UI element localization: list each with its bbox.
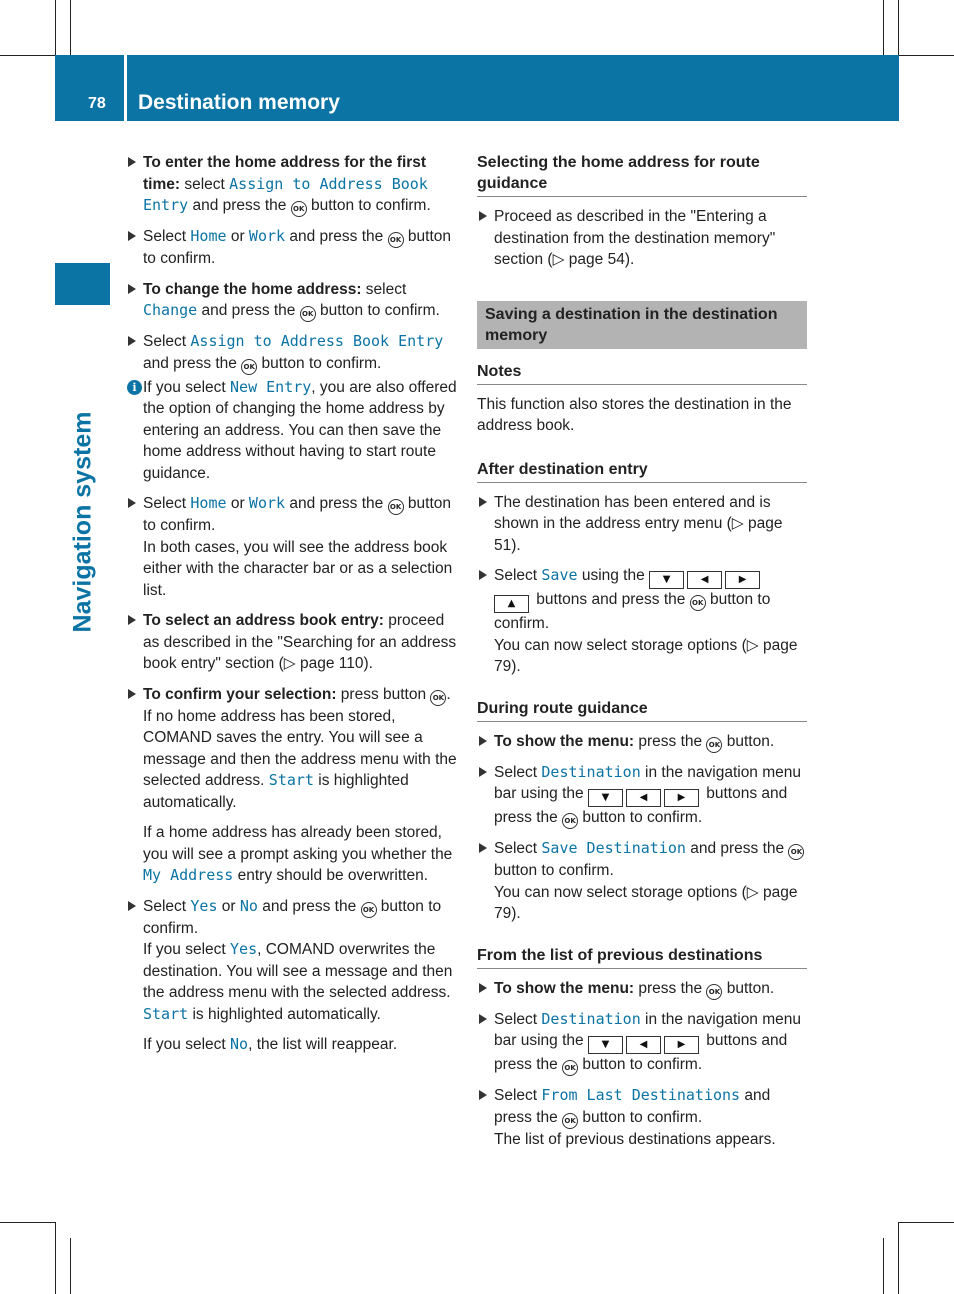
step-select-home-work-2 (126, 493, 458, 601)
text: and press the (143, 354, 242, 372)
text: and press the (494, 1087, 771, 1126)
section-heading-home-route: Selecting the home address for route guidance (477, 152, 807, 197)
menu-item-no: No (230, 1035, 249, 1053)
text: If a home address has already been stored, you will see a prompt asking you whether the (143, 824, 453, 863)
menu-item-my-address: My Address (143, 866, 234, 884)
right-arrow-key-icon: ▶ (664, 1036, 699, 1054)
step-heading: To show the menu: (494, 979, 635, 997)
section-heading-notes: Notes (477, 361, 807, 385)
text: buttons and press the (494, 1032, 788, 1073)
step-confirm-selection (126, 684, 458, 887)
down-arrow-key-icon: ▼ (588, 1036, 623, 1054)
left-arrow-key-icon: ◀ (626, 789, 661, 807)
ok-button-icon: OK (291, 201, 307, 217)
step-heading: To select an address book entry: (143, 612, 384, 629)
text: using the (577, 567, 650, 584)
notes-text: This function also stores the destination in the address book. (477, 395, 792, 434)
menu-item-save: Save (541, 566, 578, 584)
text: button to confirm. (315, 302, 440, 319)
crop-mark (898, 1222, 899, 1294)
text: press button (336, 685, 431, 703)
text: button to confirm. (578, 809, 703, 826)
down-arrow-key-icon: ▼ (649, 571, 684, 589)
right-column (477, 152, 807, 1159)
text: button to confirm. (257, 354, 382, 372)
side-tab-label: Navigation system (68, 411, 97, 633)
text: is highlighted automatically. (188, 1005, 381, 1023)
menu-item-assign-address-book: Assign to Address Book Entry (190, 332, 444, 350)
section-title-bar: Saving a destination in the destination memory (477, 301, 807, 349)
text: Select (494, 1010, 542, 1028)
text: Select (494, 840, 542, 857)
section-heading-during-route: During route guidance (477, 698, 807, 722)
menu-item-yes: Yes (230, 940, 258, 958)
menu-item-no: No (239, 896, 258, 915)
step-destination-entered: The destination has been entered and is shown in the address entry menu (▷ page 51). (477, 492, 807, 557)
step-proceed: Proceed as described in the "Entering a destination from the destination memory" section (▷ page 54). (477, 206, 807, 271)
paragraph (143, 822, 458, 887)
left-arrow-key-icon: ◀ (626, 1036, 661, 1054)
left-arrow-key-icon: ◀ (687, 571, 722, 589)
text: If you select (143, 1036, 231, 1053)
menu-item-yes: Yes (190, 896, 218, 915)
text: or (217, 897, 240, 915)
step-select-assign (126, 331, 458, 375)
text: in the navigation menu bar using the (494, 763, 802, 802)
text: button to confirm. (143, 228, 451, 267)
step-change-home (126, 279, 458, 323)
crop-mark (898, 0, 899, 55)
menu-item-start: Start (268, 771, 314, 789)
step-select-home-work (126, 226, 458, 270)
menu-item-home: Home (190, 227, 227, 245)
text: Select (143, 897, 191, 915)
ok-button-icon: OK (562, 1113, 578, 1129)
ok-button-icon: OK (562, 1060, 578, 1076)
text: button to confirm. (494, 591, 771, 632)
step-heading: To confirm your selection: (143, 685, 337, 703)
text: , COMAND overwrites the destination. You will see a message and then the address menu with the selected address. (143, 941, 453, 1001)
text: Select (143, 333, 191, 350)
text: , the list will reappear. (248, 1036, 398, 1053)
ok-button-icon: OK (361, 902, 377, 918)
menu-item-from-last-destinations: From Last Destinations (541, 1086, 741, 1104)
ok-button-icon: OK (706, 984, 722, 1000)
menu-item-new-entry: New Entry (230, 377, 312, 396)
menu-item-destination: Destination (541, 1009, 641, 1028)
text: , you are also offered the option of changing the home address by entering an address. You can then save the home address without having to start route guidance. (143, 378, 457, 482)
text: press the (634, 979, 707, 997)
info-note (126, 377, 458, 485)
crop-mark (0, 55, 55, 56)
text: If you select (143, 941, 231, 958)
ok-button-icon: OK (430, 690, 446, 706)
left-column (126, 152, 458, 1065)
text: or (226, 228, 249, 245)
text: and press the (188, 197, 291, 214)
text: If no home address has been stored, COMAND saves the entry. You will see a message and then the address menu with the selected address. (143, 707, 457, 789)
right-arrow-key-icon: ▶ (664, 789, 699, 807)
step-select-yes-no (126, 896, 458, 1056)
paragraph: The list of previous destinations appears. (494, 1130, 776, 1148)
text: If you select (143, 378, 231, 396)
paragraph: You can now select storage options (▷ page 79). (494, 883, 798, 922)
step-select-address-book-entry (126, 610, 458, 675)
menu-item-save-destination: Save Destination (541, 839, 686, 857)
step-show-menu (477, 978, 807, 1000)
crop-mark (899, 1222, 954, 1223)
text: or (226, 495, 249, 512)
menu-item-change: Change (143, 301, 198, 319)
text: Select (494, 567, 542, 584)
page-title: Destination memory (138, 91, 340, 114)
step-heading: To show the menu: (494, 732, 635, 750)
crop-mark (55, 0, 56, 55)
crop-mark (0, 1222, 55, 1223)
text: and press the (285, 495, 388, 512)
ok-button-icon: OK (690, 595, 706, 611)
section-heading-previous-destinations: From the list of previous destinations (477, 945, 807, 969)
text: Select (494, 763, 542, 781)
right-arrow-key-icon: ▶ (725, 571, 760, 589)
menu-item-assign-address-book: Assign to Address Book Entry (143, 174, 428, 214)
text: button to confirm. (306, 197, 431, 214)
side-tab-block (55, 263, 110, 305)
crop-mark (70, 1238, 71, 1294)
paragraph (143, 939, 458, 1025)
text: . (446, 685, 451, 703)
menu-item-home: Home (190, 494, 227, 512)
step-heading: To enter the home address for the first time: (143, 154, 427, 193)
text: button to confirm. (494, 862, 614, 879)
text: and press the (257, 897, 361, 915)
text: button to confirm. (143, 495, 451, 534)
header-divider (124, 55, 127, 121)
text: press the (634, 732, 707, 750)
step-select-save-destination (477, 838, 807, 925)
text: select (361, 280, 407, 298)
step-select-destination (477, 1009, 807, 1077)
step-heading: To change the home address: (143, 280, 362, 298)
text: and press the (685, 840, 789, 857)
text: button to confirm. (143, 897, 442, 937)
text: button. (722, 979, 775, 997)
crop-mark (55, 1222, 56, 1294)
down-arrow-key-icon: ▼ (588, 789, 623, 807)
up-arrow-key-icon: ▲ (494, 595, 529, 613)
crop-mark (899, 55, 954, 56)
text: in the navigation menu bar using the (494, 1010, 802, 1049)
page-header (55, 55, 899, 121)
menu-item-destination: Destination (541, 762, 641, 781)
ok-button-icon: OK (706, 737, 722, 753)
step-select-save (477, 565, 807, 678)
ok-button-icon: OK (241, 359, 257, 375)
text: Select (143, 228, 191, 245)
menu-item-start: Start (143, 1004, 189, 1023)
paragraph (143, 1034, 458, 1056)
ok-button-icon: OK (562, 813, 578, 829)
paragraph: You can now select storage options (▷ page 79). (494, 636, 798, 675)
info-icon: i (127, 380, 142, 395)
text: button to confirm. (578, 1108, 703, 1126)
step-show-menu (477, 731, 807, 753)
menu-item-work: Work (248, 227, 286, 245)
menu-item-work: Work (248, 494, 286, 512)
ok-button-icon: OK (388, 499, 404, 515)
step-enter-home (126, 152, 458, 217)
step-select-destination (477, 762, 807, 830)
text: button. (722, 732, 775, 750)
text: Select (143, 495, 191, 512)
paragraph: In both cases, you will see the address book either with the character bar or as a selection list. (143, 538, 453, 599)
ok-button-icon: OK (788, 844, 804, 860)
text: is highlighted automatically. (143, 772, 409, 811)
text: buttons and press the (494, 785, 788, 826)
crop-mark (70, 0, 71, 55)
section-heading-after-entry: After destination entry (477, 459, 807, 483)
text: and press the (197, 302, 300, 319)
crop-mark (883, 0, 884, 55)
text: proceed as described in the "Searching for an address book entry" section (▷ page 110). (143, 612, 457, 672)
text: select (180, 175, 230, 193)
paragraph (143, 706, 458, 814)
step-select-last-destinations (477, 1085, 807, 1150)
ok-button-icon: OK (388, 232, 404, 248)
text: Select (494, 1087, 542, 1104)
text: button to confirm. (578, 1056, 703, 1073)
crop-mark (883, 1238, 884, 1294)
text: and press the (285, 228, 388, 245)
text: entry should be overwritten. (233, 867, 429, 884)
page-number: 78 (88, 95, 106, 112)
text: buttons and press the (532, 591, 690, 608)
ok-button-icon: OK (300, 306, 316, 322)
